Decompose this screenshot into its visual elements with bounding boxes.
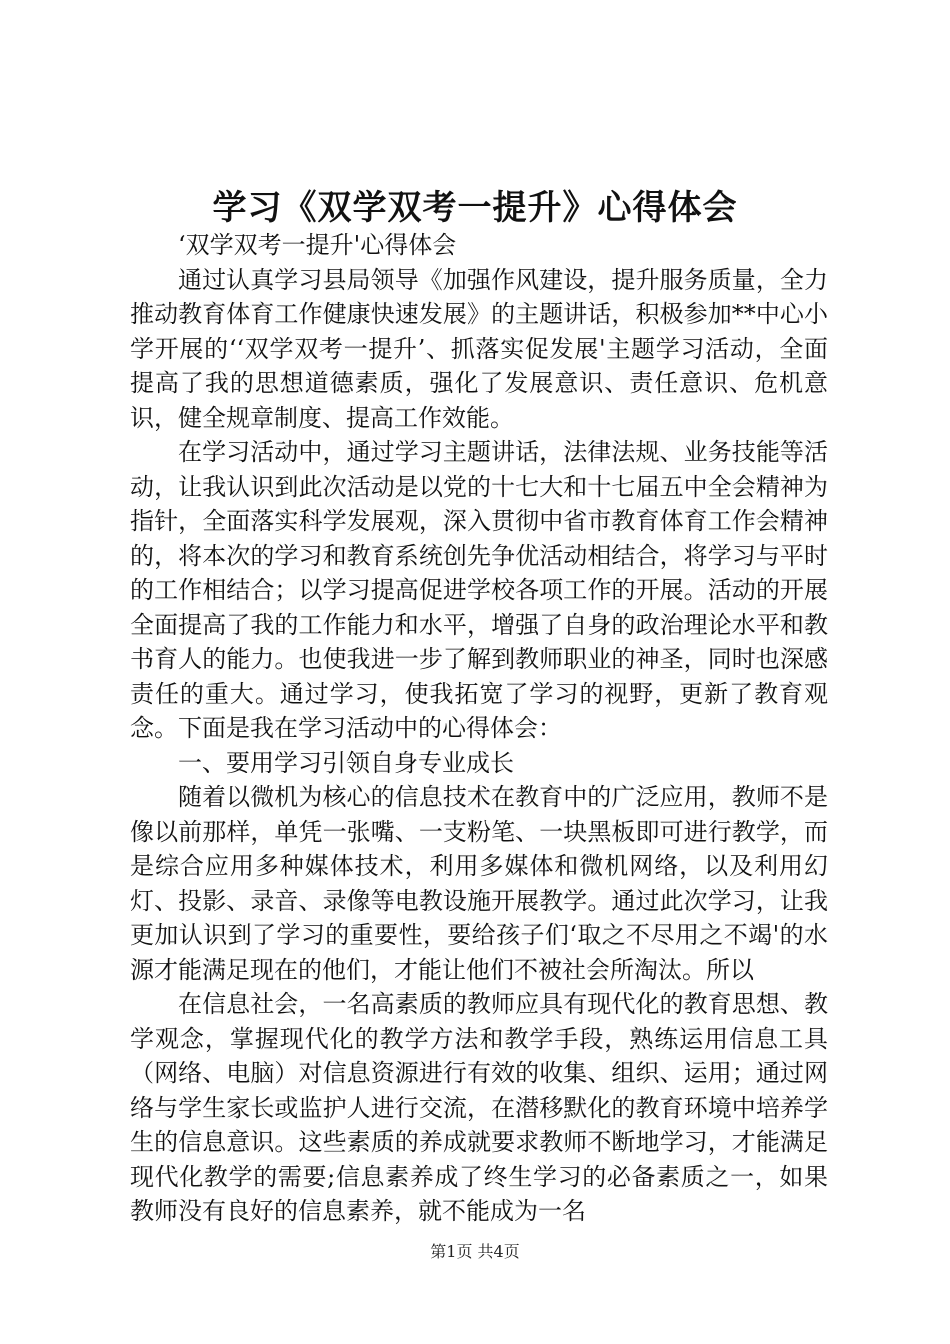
paragraph-information-technology: 随着以微机为核心的信息技术在教育中的广泛应用，教师不是像以前那样，单凭一张嘴、一支粉笔、一块黑板即可进行教学，而是综合应用多种媒体技术，利用多媒体和微机网络，以及利用幻灯、投影、录音、录像等电教设施开展教学。通过此次学习，让我更加认识到了学习的重要性，要给孩子们‘取之不尽用之不竭'的水源才能满足现在的他们，才能让他们不被社会所淘汰。所以: [130, 783, 828, 984]
document-body: [130, 228, 828, 1229]
document-title: 学习《双学双考一提升》心得体会: [212, 188, 738, 228]
paragraph-information-society: 在信息社会，一名高素质的教师应具有现代化的教育思想、教学观念，掌握现代化的教学方法和教学手段，熟练运用信息工具（网络、电脑）对信息资源进行有效的收集、组织、运用；通过网络与学生家长或监护人进行交流，在潜移默化的教育环境中培养学生的信息意识。这些素质的养成就要求教师不断地学习，才能满足现代化教学的需要;信息素养成了终生学习的必备素质之一，如果教师没有良好的信息素养，就不能成为一名: [130, 990, 828, 1225]
paragraph-subtitle: ‘双学双考一提升'心得体会: [178, 231, 457, 259]
page-number-footer: 第1页 共4页: [430, 1242, 520, 1261]
section-heading-1: 一、要用学习引领自身专业成长: [178, 748, 514, 777]
paragraph-intro: 通过认真学习县局领导《加强作风建设，提升服务质量，全力推动教育体育工作健康快速发展》的主题讲话，积极参加**中心小学开展的‘‘双学双考一提升’、抓落实促发展'主题学习活动，全面提高了我的思想道德素质，强化了发展意识、责任意识、危机意识，健全规章制度、提高工作效能。: [130, 265, 828, 432]
paragraph-activity: 在学习活动中，通过学习主题讲话，法律法规、业务技能等活动，让我认识到此次活动是以党的十七大和十七届五中全会精神为指针，全面落实科学发展观，深入贯彻中省市教育体育工作会精神的，将本次的学习和教育系统创先争优活动相结合，将学习与平时的工作相结合；以学习提高促进学校各项工作的开展。活动的开展全面提高了我的工作能力和水平，增强了自身的政治理论水平和教书育人的能力。也使我进一步了解到教师职业的神圣，同时也深感责任的重大。通过学习，使我拓宽了学习的视野，更新了教育观念。下面是我在学习活动中的心得体会：: [130, 438, 828, 742]
